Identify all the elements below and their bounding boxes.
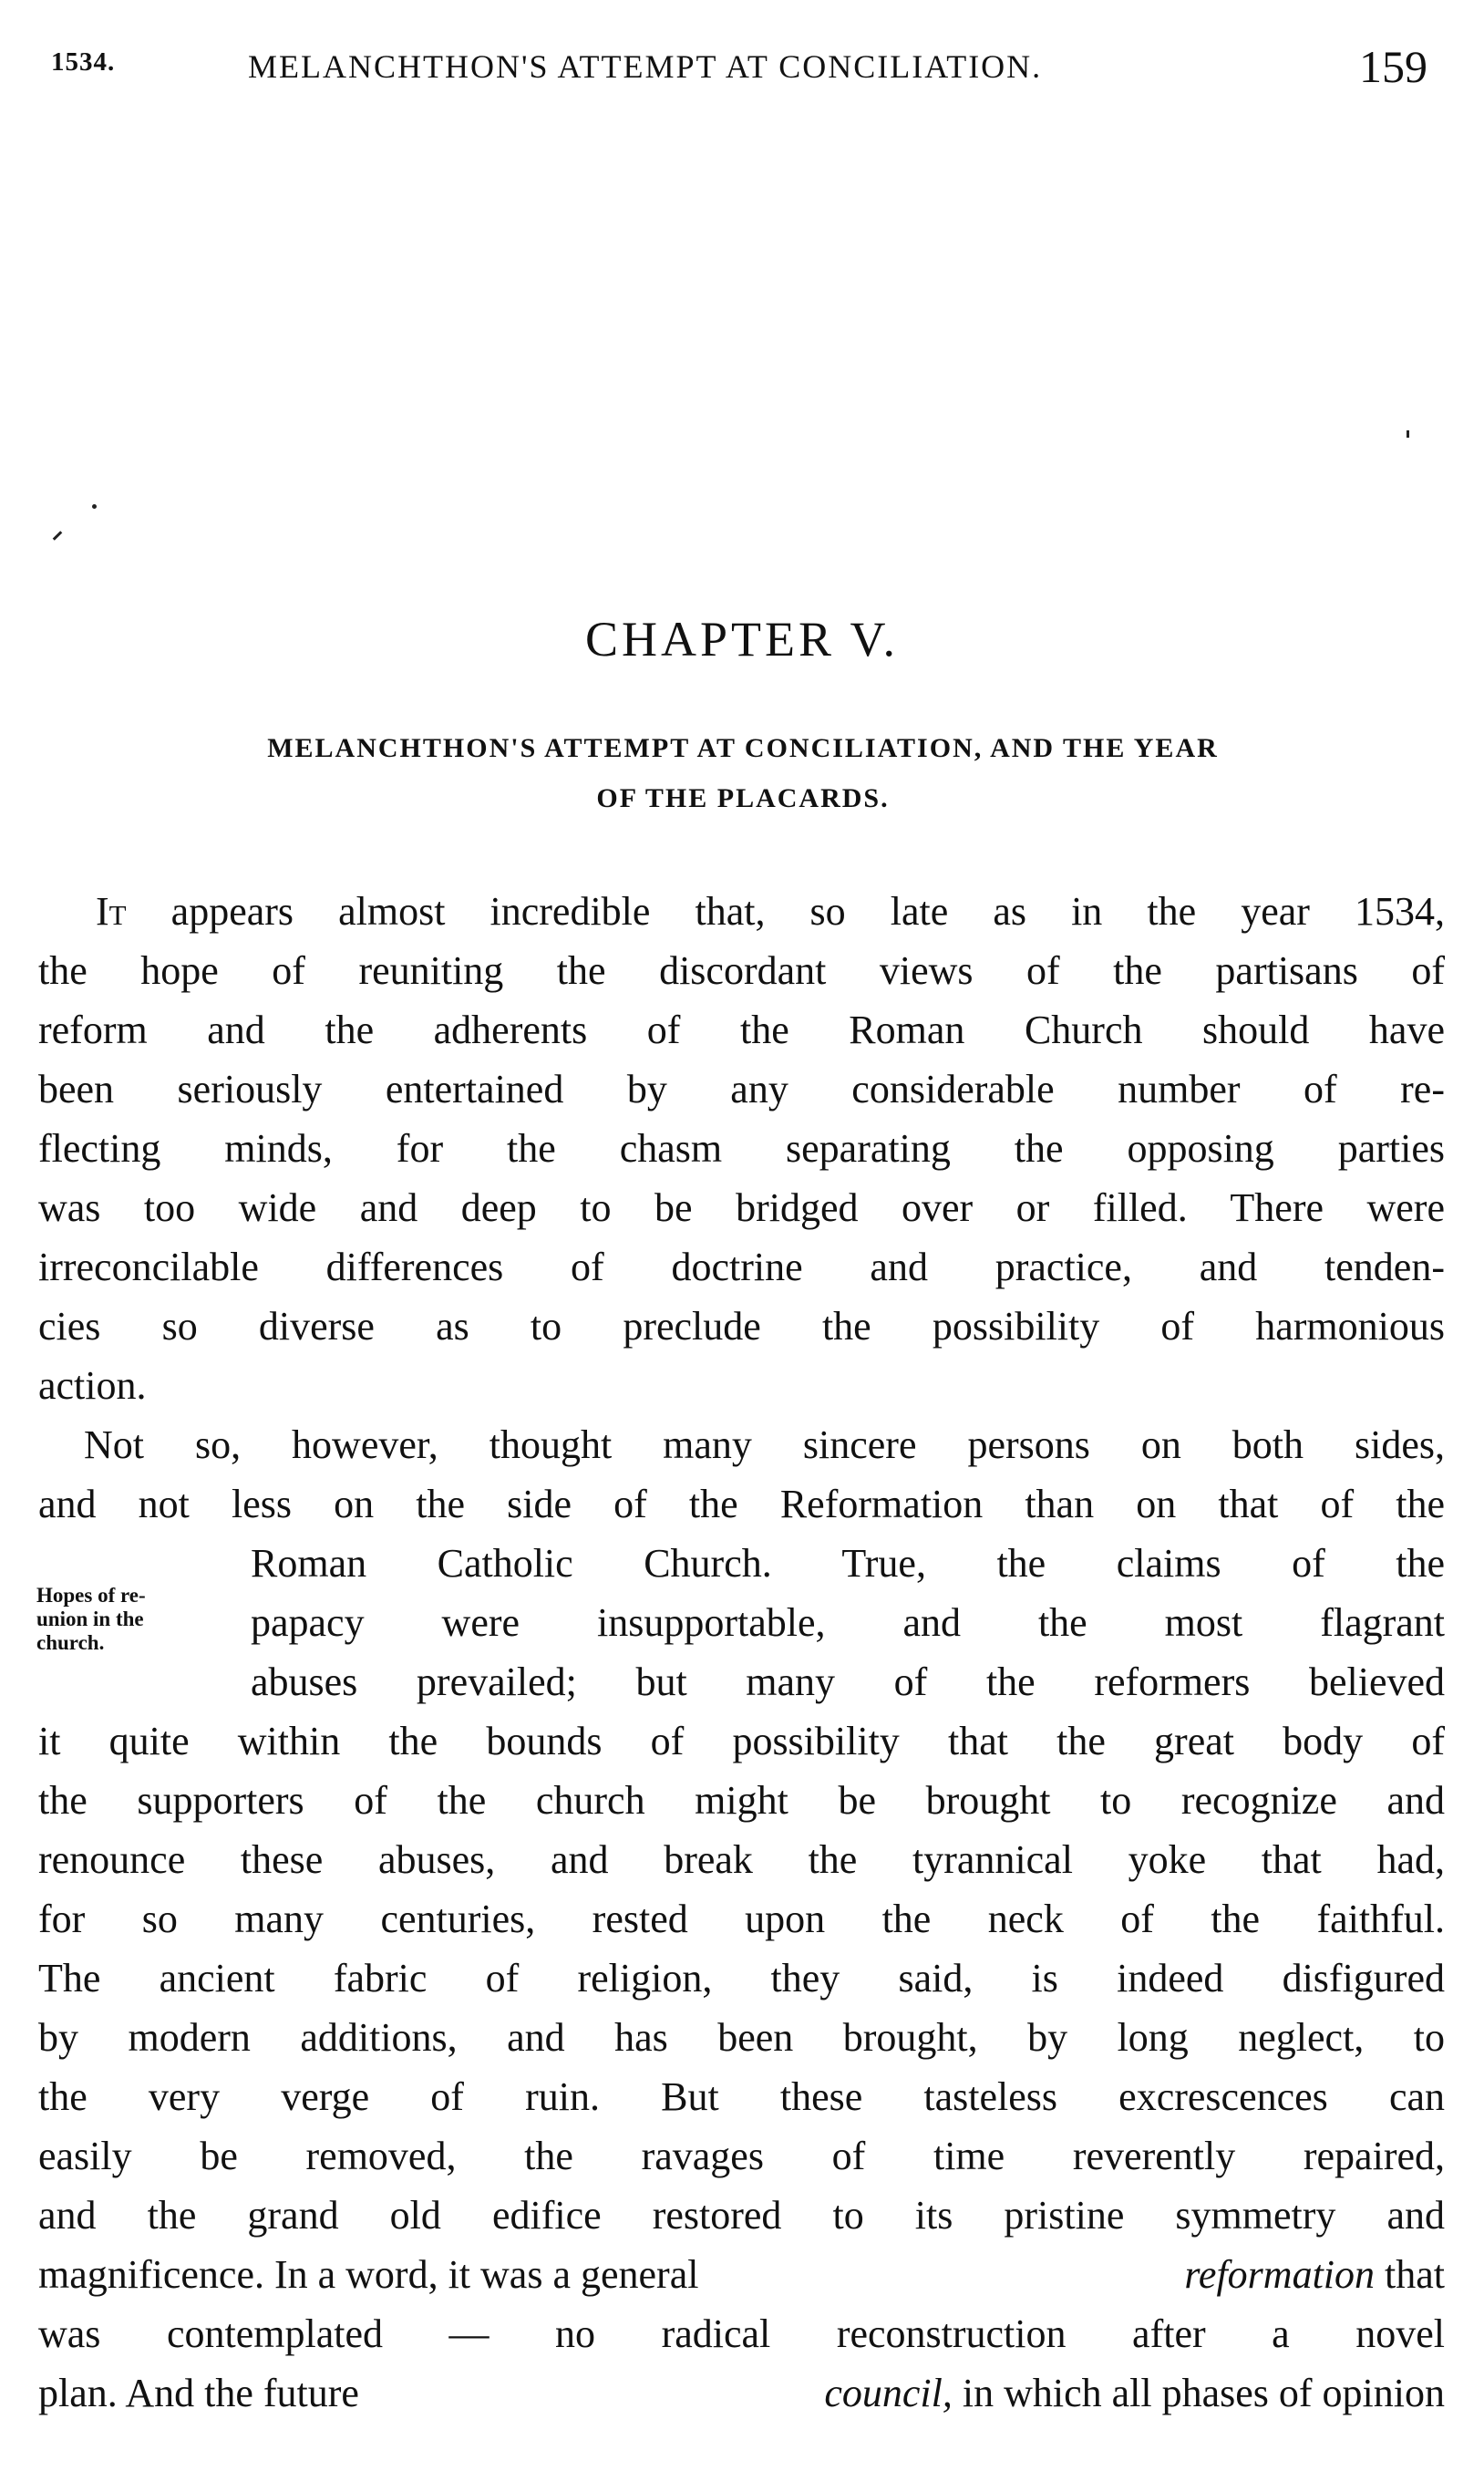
text-line (38, 2373, 1445, 2414)
chapter-subtitle (82, 723, 1404, 823)
text-line: Not so, however, thought many sincere persons on both sides, (84, 1422, 1445, 1467)
text-line: reform and the adherents of the Roman Church should have (38, 1008, 1445, 1052)
margin-note-line: church. (36, 1631, 105, 1654)
text-line: and the grand old edifice restored to its pristine symmetry and (38, 2193, 1445, 2238)
text-line: it quite within the bounds of possibility that the great body of (38, 1719, 1445, 1763)
text-line: flecting minds, for the chasm separating the opposing parties (38, 1126, 1445, 1171)
text-run: magnificence. In a word, it was a general (38, 2252, 699, 2297)
text-line: the supporters of the church might be brought to recognize and (38, 1778, 1445, 1823)
text-line: the hope of reuniting the discordant views of the partisans of (38, 948, 1445, 993)
margin-note-line: union in the (36, 1608, 144, 1630)
text-run: appears almost incredible that, so late as in the year 1534, (126, 889, 1445, 934)
running-head-year: 1534. (51, 47, 116, 77)
running-head-title: MELANCHTHON'S ATTEMPT AT CONCILIATION. (248, 48, 1043, 85)
text-line: papacy were insupportable, and the most flagrant (251, 1600, 1445, 1645)
chapter-heading: CHAPTER V. (584, 612, 900, 667)
text-line: was too wide and deep to be bridged over or filled. There were (38, 1185, 1445, 1230)
text-line: been seriously entertained by any considerable number of re- (38, 1067, 1445, 1111)
text-line (38, 2252, 1445, 2297)
print-speck (53, 531, 63, 541)
margin-note-line: Hopes of re- (36, 1584, 146, 1607)
chapter-subtitle-line: MELANCHTHON'S ATTEMPT AT CONCILIATION, AND THE YEAR (267, 733, 1219, 763)
italic-word: council, (824, 2371, 953, 2415)
text-run: in which all phases of opinion (952, 2371, 1445, 2415)
text-line: cies so diverse as to preclude the possibility of harmonious (38, 1304, 1445, 1349)
text-line (96, 889, 1445, 934)
text-line: easily be removed, the ravages of time reverently repaired, (38, 2134, 1445, 2178)
text-run: plan. And the future (38, 2371, 359, 2415)
text-line: for so many centuries, rested upon the neck of the faithful. (38, 1897, 1445, 1941)
chapter-subtitle-line: OF THE PLACARDS. (596, 783, 890, 813)
print-speck (1407, 430, 1409, 438)
text-line: renounce these abuses, and break the tyrannical yoke that had, (38, 1837, 1445, 1882)
print-speck (92, 504, 97, 509)
text-line: the very verge of ruin. But these tasteless excrescences can (38, 2074, 1445, 2119)
text-run (698, 2252, 1445, 2297)
text-line: by modern additions, and has been brought, by long neglect, to (38, 2015, 1445, 2060)
italic-word: reformation (1184, 2252, 1376, 2297)
text-line: was contemplated — no radical reconstruction after a novel (38, 2311, 1445, 2356)
text-line: The ancient fabric of religion, they said, is indeed disfigured (38, 1956, 1445, 2001)
text-line: and not less on the side of the Reformation than on that of the (38, 1482, 1445, 1526)
margin-note (36, 1584, 255, 1655)
text-line: abuses prevailed; but many of the reformers believed (251, 1659, 1445, 1704)
text-line: irreconcilable differences of doctrine and practice, and tenden- (38, 1245, 1445, 1289)
text-run (359, 2373, 1445, 2414)
page-number: 159 (1359, 41, 1427, 92)
drop-lead-word: It (96, 889, 127, 934)
text-line: action. (38, 1363, 147, 1408)
text-run: that (1375, 2252, 1445, 2297)
text-line: Roman Catholic Church. True, the claims of the (251, 1541, 1445, 1586)
